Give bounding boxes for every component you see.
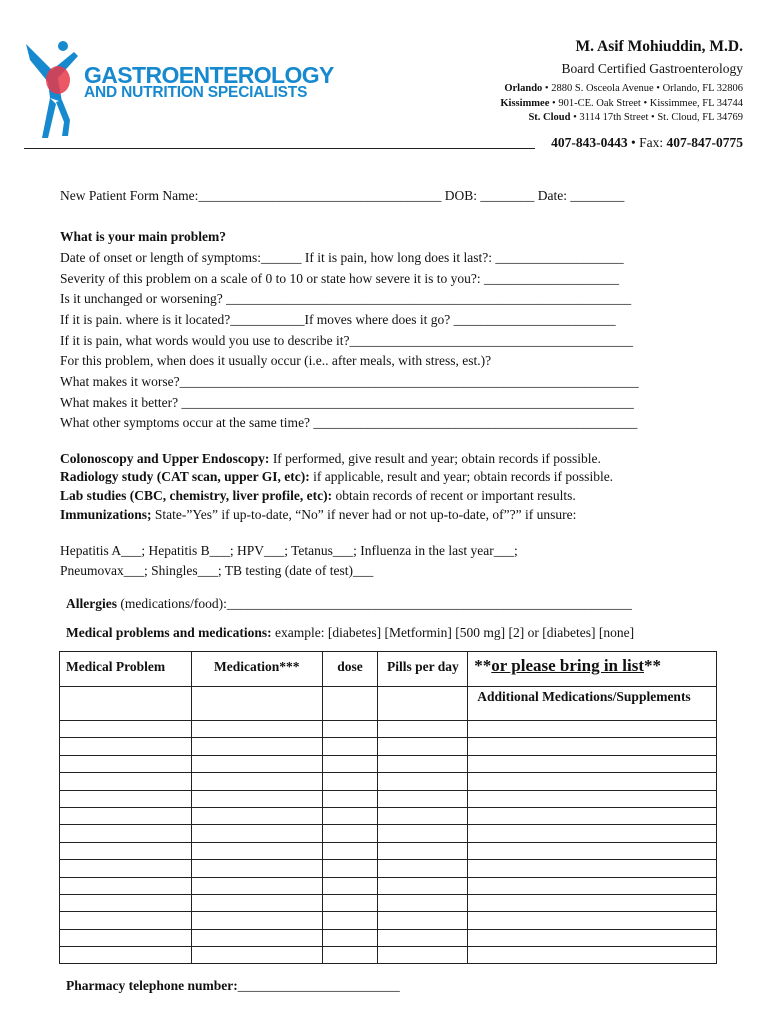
colonoscopy-line [60,451,601,467]
location-st-cloud [528,112,743,123]
better-question[interactable]: What makes it better? ___________________________________________________________________ [60,395,634,410]
bring-list-prefix: ** [474,656,492,675]
table-cell[interactable] [60,738,192,755]
table-cell[interactable] [322,738,378,755]
worsening-question[interactable]: Is it unchanged or worsening? ____________________________________________________________ [60,291,632,306]
pharmacy-field[interactable]: ________________________ [237,978,400,993]
hepatitis-line[interactable]: Hepatitis A___; Hepatitis B___; HPV___; Tetanus___; Influenza in the last year___; [60,543,518,558]
colonoscopy-text: If performed, give result and year; obtain records if possible. [269,451,601,466]
allergies-label: Allergies [66,596,117,611]
table-cell[interactable] [191,755,322,772]
logo-title: GASTROENTEROLOGY [84,62,334,88]
location-city: St. Cloud [528,112,571,123]
logo-subtitle: AND NUTRITION SPECIALISTS [84,84,308,101]
table-cell[interactable] [322,687,378,721]
table-cell[interactable] [191,790,322,807]
table-cell[interactable] [468,860,717,877]
table-row[interactable] [60,929,717,946]
table-cell[interactable] [60,894,192,911]
table-row[interactable] [60,825,717,842]
table-cell[interactable] [191,825,322,842]
table-row[interactable] [60,790,717,807]
table-cell[interactable] [468,912,717,929]
table-cell[interactable] [60,825,192,842]
table-row[interactable] [60,947,717,964]
table-cell[interactable] [60,790,192,807]
location-kissimmee [500,98,743,109]
location-address: • 901-CE. Oak Street • Kissimmee, FL 34744 [549,98,743,109]
fax-number: 407-847-0775 [666,135,743,150]
table-row[interactable] [60,738,717,755]
table-cell[interactable] [378,860,468,877]
table-cell[interactable] [468,842,717,859]
table-cell[interactable] [60,842,192,859]
pharmacy-label: Pharmacy telephone number: [66,978,238,993]
person-figure-icon [22,40,92,140]
table-cell[interactable] [322,947,378,964]
table-cell[interactable] [378,721,468,738]
location-orlando [504,83,743,94]
table-cell[interactable] [378,929,468,946]
practice-logo [22,40,334,140]
lab-studies-label: Lab studies (CBC, chemistry, liver profile, etc): [60,488,333,503]
pain-words-question[interactable]: If it is pain, what words would you use to describe it?__________________________________________ [60,333,633,348]
table-cell[interactable] [322,790,378,807]
table-cell[interactable] [378,755,468,772]
table-cell[interactable] [60,755,192,772]
table-cell[interactable] [378,947,468,964]
table-cell[interactable] [322,929,378,946]
col-header-dose: dose [322,652,378,687]
table-row[interactable] [60,721,717,738]
table-cell[interactable] [191,912,322,929]
table-cell[interactable] [378,877,468,894]
table-row[interactable] [60,807,717,824]
immunizations-text: State-”Yes” if up-to-date, “No” if never had or not up-to-date, of”?” if unsure: [151,507,577,522]
table-cell[interactable] [322,877,378,894]
table-cell[interactable] [468,894,717,911]
severity-question[interactable]: Severity of this problem on a scale of 0 to 10 or state how severe it is to you?: ____________________ [60,271,620,286]
table-cell[interactable] [322,773,378,790]
dob-field[interactable]: DOB: ________ [441,188,535,203]
table-cell[interactable] [468,790,717,807]
doctor-certification: Board Certified Gastroenterology [561,61,743,76]
medical-problems-line [66,625,634,641]
pharmacy-line[interactable] [66,978,400,994]
table-cell[interactable] [191,687,322,721]
table-cell[interactable] [378,842,468,859]
table-cell[interactable] [468,721,717,738]
doctor-name: M. Asif Mohiuddin, M.D. [575,38,743,55]
table-cell[interactable] [60,947,192,964]
patient-name-label: New Patient Form Name: [60,188,199,203]
table-cell[interactable] [191,929,322,946]
patient-name-field[interactable]: ____________________________________ [198,188,442,203]
table-cell[interactable] [378,912,468,929]
table-cell[interactable] [468,755,717,772]
table-cell[interactable] [60,807,192,824]
allergies-field[interactable]: (medications/food):____________________________________________________________ [116,596,632,611]
col-header-medical-problem: Medical Problem [60,652,192,687]
table-header-row [60,652,717,687]
medication-rows [60,721,717,964]
table-row[interactable] [60,894,717,911]
additional-medications-cell[interactable] [468,687,717,721]
table-cell[interactable] [191,842,322,859]
allergies-line[interactable] [66,596,632,612]
radiology-line [60,469,613,485]
date-field[interactable]: Date: ________ [534,188,625,203]
phone-number: 407-843-0443 [551,135,628,150]
table-row[interactable] [60,773,717,790]
table-cell[interactable] [468,825,717,842]
table-cell[interactable] [378,825,468,842]
bring-list-suffix: ** [643,656,661,675]
table-cell[interactable] [60,773,192,790]
table-cell[interactable] [378,894,468,911]
main-problem-heading: What is your main problem? [60,229,227,244]
table-cell[interactable] [378,807,468,824]
table-cell[interactable] [468,877,717,894]
table-cell[interactable] [322,755,378,772]
pain-location-question[interactable]: If it is pain. where is it located?___________If moves where does it go? ________________________ [60,312,616,327]
other-symptoms-question[interactable]: What other symptoms occur at the same time? ________________________________________________ [60,415,638,430]
radiology-text: if applicable, result and year; obtain records if possible. [309,469,614,484]
table-cell[interactable] [60,912,192,929]
occurrence-question: For this problem, when does it usually occur (i.e.. after meals, with stress, est.)? [60,353,492,368]
location-address: • 2880 S. Osceola Avenue • Orlando, FL 32806 [542,83,743,94]
onset-question[interactable]: Date of onset or length of symptoms:______ If it is pain, how long does it last?: ___________________ [60,250,624,265]
table-cell[interactable] [322,807,378,824]
pneumovax-line[interactable]: Pneumovax___; Shingles___; TB testing (date of test)___ [60,563,374,578]
worse-question[interactable]: What makes it worse?____________________________________________________________________ [60,374,639,389]
table-cell[interactable] [468,773,717,790]
table-row[interactable] [60,912,717,929]
colonoscopy-label: Colonoscopy and Upper Endoscopy: [60,451,270,466]
immunizations-line [60,507,576,523]
table-cell[interactable] [191,773,322,790]
table-row[interactable] [60,755,717,772]
col-header-pills-per-day: Pills per day [378,652,468,687]
table-cell[interactable] [322,842,378,859]
table-row[interactable] [60,860,717,877]
fax-separator: • Fax: [627,135,667,150]
table-cell[interactable] [322,825,378,842]
table-cell[interactable] [60,929,192,946]
bring-list-header [468,652,717,687]
table-row[interactable] [60,877,717,894]
medical-problems-label: Medical problems and medications: [66,625,272,640]
table-cell[interactable] [60,721,192,738]
location-city: Kissimmee [500,98,550,109]
radiology-label: Radiology study (CAT scan, upper GI, etc): [60,469,310,484]
table-cell[interactable] [191,738,322,755]
table-cell[interactable] [191,877,322,894]
patient-name-line [60,188,624,204]
table-cell[interactable] [191,860,322,877]
table-cell[interactable] [191,807,322,824]
immunizations-label: Immunizations; [60,507,152,522]
table-cell[interactable] [378,790,468,807]
header-divider [24,148,535,149]
medical-problems-example: example: [diabetes] [Metformin] [500 mg] [2] or [diabetes] [none] [271,625,635,640]
additional-medications-label: Additional Medications/Supplements [477,689,691,704]
table-cell[interactable] [378,773,468,790]
table-cell[interactable] [322,912,378,929]
bring-list-text: or please bring in list [491,656,644,675]
doctor-info [562,38,743,77]
lab-studies-line [60,488,576,504]
table-cell[interactable] [378,687,468,721]
table-cell[interactable] [322,721,378,738]
table-row[interactable] [60,687,717,721]
table-cell[interactable] [468,807,717,824]
table-cell[interactable] [60,877,192,894]
lab-studies-text: obtain records of recent or important results. [332,488,576,503]
table-cell[interactable] [468,947,717,964]
table-cell[interactable] [378,738,468,755]
table-cell[interactable] [191,894,322,911]
table-cell[interactable] [60,687,192,721]
table-cell[interactable] [60,860,192,877]
location-address: • 3114 17th Street • St. Cloud, FL 34769 [570,112,743,123]
contact-line [551,135,743,151]
table-cell[interactable] [322,894,378,911]
table-cell[interactable] [191,721,322,738]
table-cell[interactable] [468,929,717,946]
table-cell[interactable] [191,947,322,964]
col-header-medication: Medication*** [191,652,322,687]
medications-table [59,651,717,964]
table-row[interactable] [60,842,717,859]
table-cell[interactable] [468,738,717,755]
location-city: Orlando [504,83,543,94]
table-cell[interactable] [322,860,378,877]
